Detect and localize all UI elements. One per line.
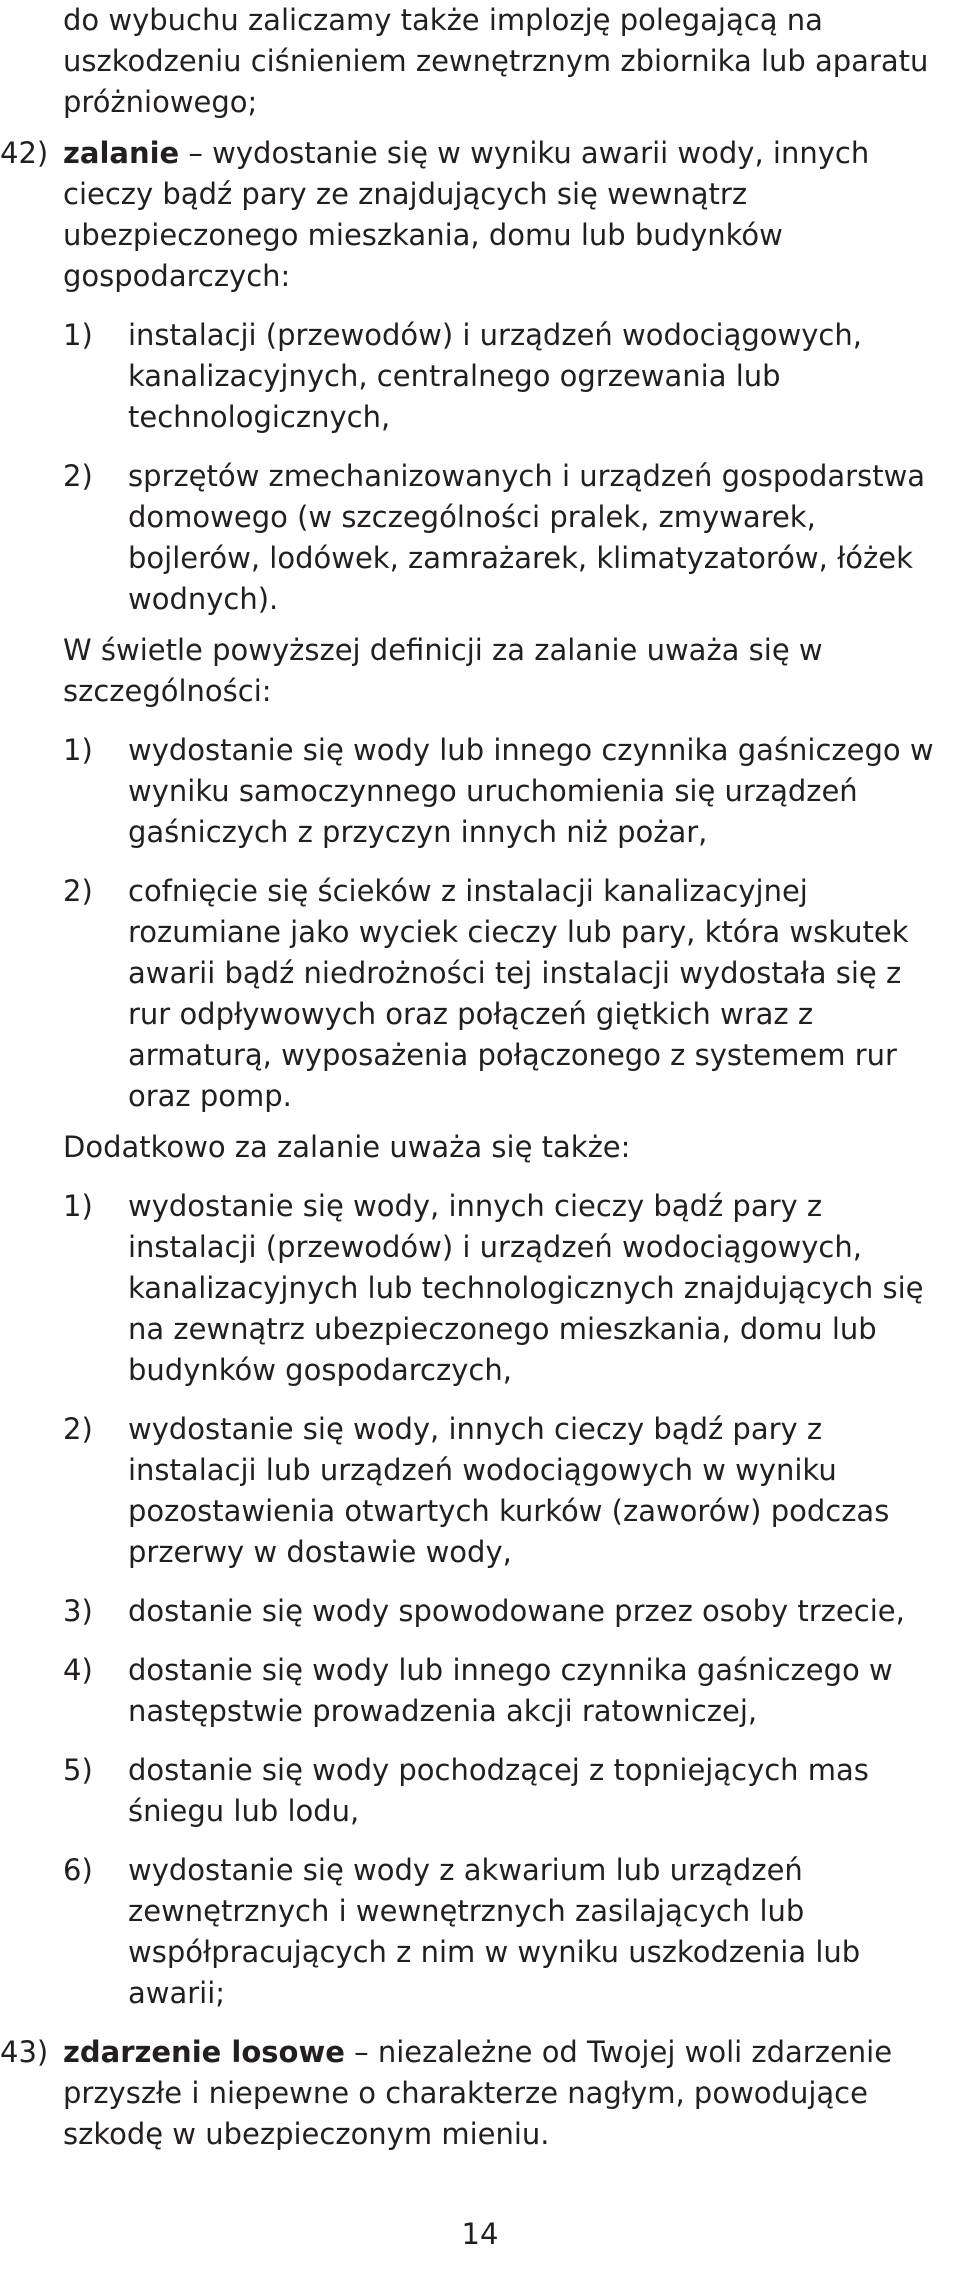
page-number: 14 xyxy=(461,2217,499,2251)
sub-item xyxy=(0,456,960,620)
sub-text: sprzętów zmechanizowanych i urządzeń gospodarstwa domowego (w szczególności pralek, zmywarek, bojlerów, lodówek, zamrażarek, klimatyzatorów, łóżek wodnych). xyxy=(128,459,926,616)
sub-item xyxy=(0,1650,960,1732)
sub-item xyxy=(0,315,960,438)
sub-number: 2) xyxy=(63,1412,93,1446)
item-number: 42) xyxy=(0,136,49,170)
sub-text: wydostanie się wody, innych cieczy bądź pary z instalacji lub urządzeń wodociągowych w wyniku pozostawienia otwartych kurków (zaworów) podczas przerwy w dostawie wody, xyxy=(128,1412,890,1569)
sub-number: 4) xyxy=(63,1653,93,1687)
sub-number: 6) xyxy=(63,1853,93,1887)
sub-number: 1) xyxy=(63,1189,93,1223)
sub-text: dostanie się wody spowodowane przez osoby trzecie, xyxy=(128,1594,905,1628)
sub-number: 5) xyxy=(63,1753,93,1787)
sub-item xyxy=(0,730,960,853)
sub-text: dostanie się wody lub innego czynnika gaśniczego w następstwie prowadzenia akcji ratowniczej, xyxy=(128,1653,893,1728)
sub-item xyxy=(0,1409,960,1573)
sub-text: wydostanie się wody lub innego czynnika gaśniczego w wyniku samoczynnego uruchomienia się urządzeń gaśniczych z przyczyn innych niż pożar, xyxy=(128,733,934,849)
definition-42 xyxy=(0,133,960,297)
term-zdarzenie-losowe xyxy=(63,2035,892,2151)
sub-number: 2) xyxy=(63,874,93,908)
sub-item xyxy=(0,1850,960,2014)
sub-text: dostanie się wody pochodzącej z topniejących mas śniegu lub lodu, xyxy=(128,1753,869,1828)
term-label: zalanie xyxy=(63,136,180,170)
term-definition: – wydostanie się w wyniku awarii wody, innych cieczy bądź pary ze znajdujących się wewnątrz ubezpieczonego mieszkania, domu lub budynków gospodarczych: xyxy=(63,136,870,293)
sub-item xyxy=(0,1591,960,1632)
sub-item xyxy=(0,1750,960,1832)
in-light-intro: W świetle powyższej definicji za zalanie uważa się w szczególności: xyxy=(63,633,823,708)
item-number: 43) xyxy=(0,2035,49,2069)
additionally-intro: Dodatkowo za zalanie uważa się także: xyxy=(63,1130,631,1164)
term-definition: – niezależne od Twojej woli zdarzenie przyszłe i niepewne o charakterze nagłym, powodujące szkodę w ubezpieczonym mieniu. xyxy=(63,2035,893,2151)
sub-item xyxy=(0,871,960,1117)
sub-text: instalacji (przewodów) i urządzeń wodociągowych, kanalizacyjnych, centralnego ogrzewania lub technologicznych, xyxy=(128,318,862,434)
term-label: zdarzenie losowe xyxy=(63,2035,345,2069)
definition-43 xyxy=(0,2032,960,2155)
sub-number: 2) xyxy=(63,459,93,493)
sub-item xyxy=(0,1186,960,1391)
sub-number: 3) xyxy=(63,1594,93,1628)
sub-text: wydostanie się wody z akwarium lub urządzeń zewnętrznych i wewnętrznych zasilających lub współpracujących z nim w wyniku uszkodzenia lub awarii; xyxy=(128,1853,861,2010)
sub-number: 1) xyxy=(63,733,93,767)
term-zalanie xyxy=(63,136,869,293)
intro-continuation: do wybuchu zaliczamy także implozję polegającą na uszkodzeniu ciśnieniem zewnętrznym zbiornika lub aparatu próżniowego; xyxy=(63,3,929,119)
sub-text: wydostanie się wody, innych cieczy bądź pary z instalacji (przewodów) i urządzeń wodociągowych, kanalizacyjnych lub technologicznych znajdujących się na zewnątrz ubezpieczonego mieszkania, domu lub budynków gospodarczych, xyxy=(128,1189,924,1387)
sub-text: cofnięcie się ścieków z instalacji kanalizacyjnej rozumiane jako wyciek cieczy lub pary, która wskutek awarii bądź niedrożności tej instalacji wydostała się z rur odpływowych oraz połączeń giętkich wraz z armaturą, wyposażenia połączonego z systemem rur oraz pomp. xyxy=(128,874,909,1113)
sub-number: 1) xyxy=(63,318,93,352)
